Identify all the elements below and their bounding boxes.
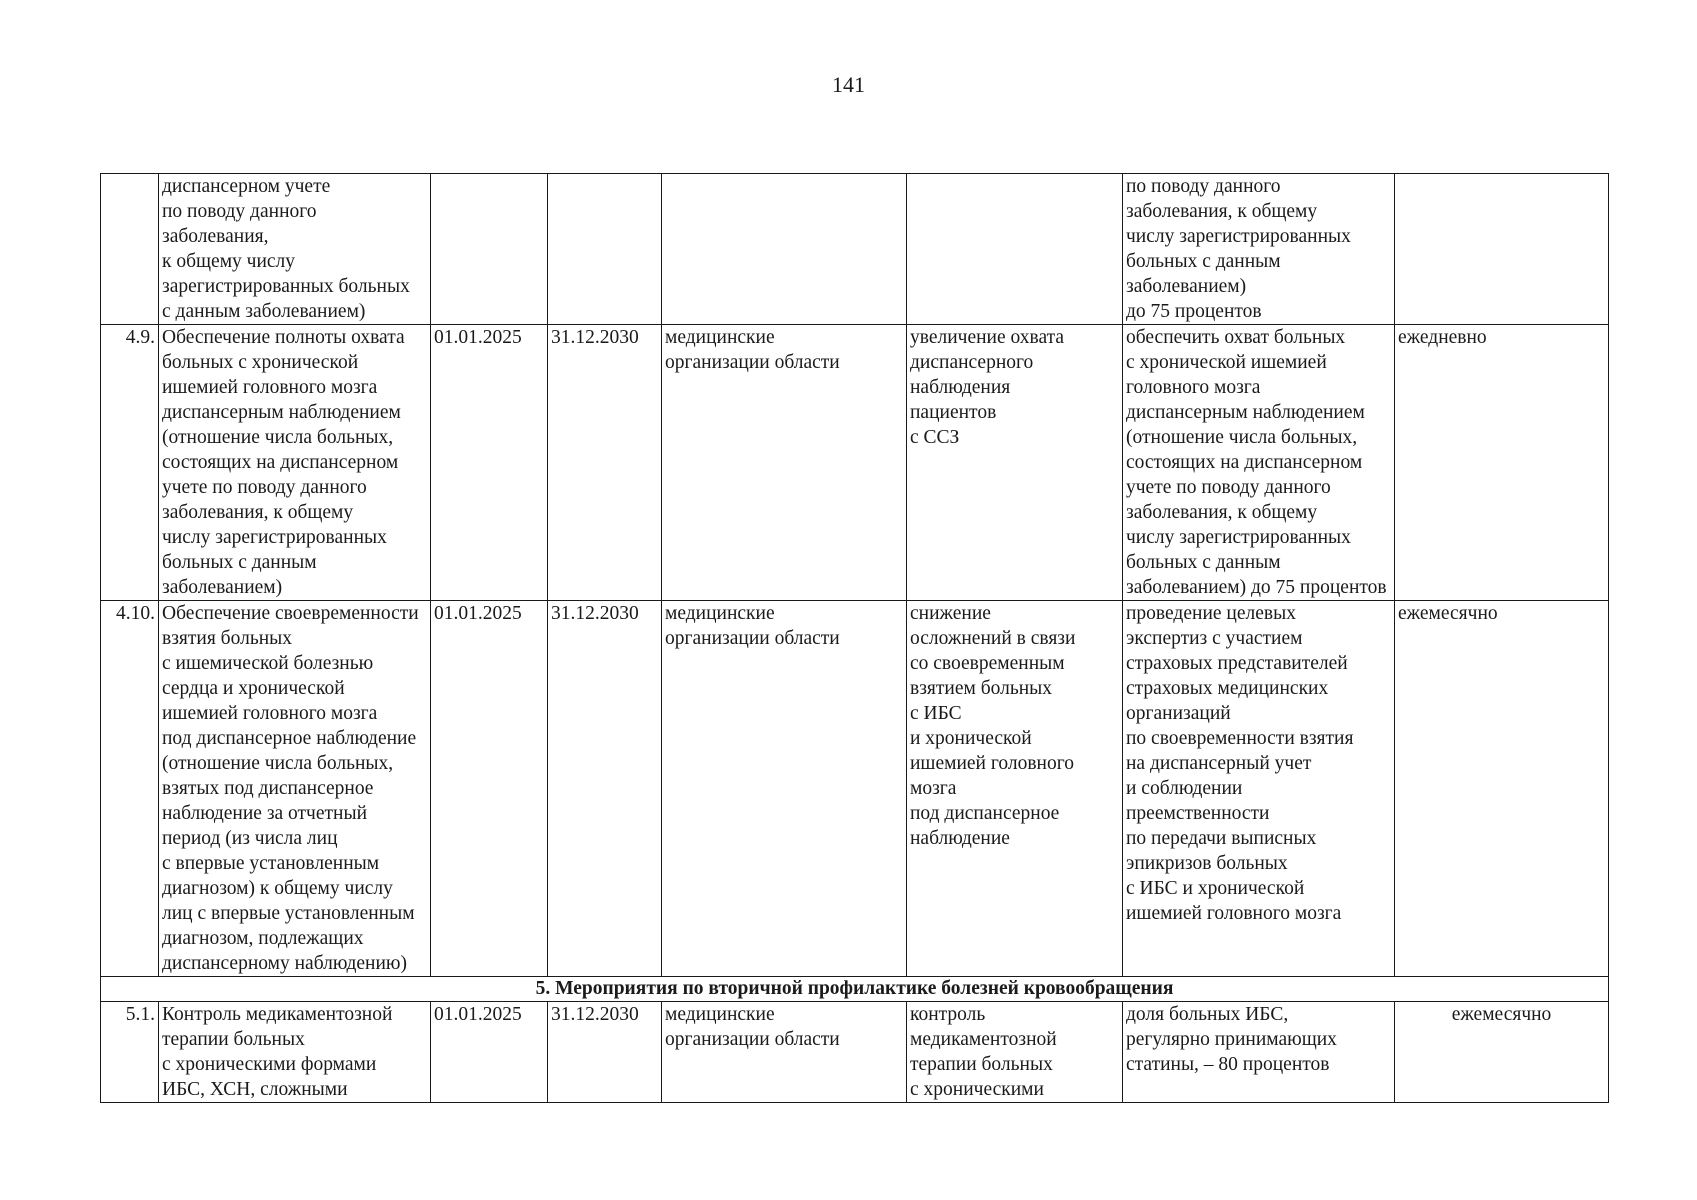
indicator-cell: по поводу данного заболевания, к общему числу зарегистрированных больных с данным заболеванием) до 75 процентов bbox=[1123, 174, 1395, 325]
row-number: 4.9. bbox=[101, 325, 159, 601]
frequency-cell: ежемесячно bbox=[1395, 1002, 1609, 1103]
executor-cell bbox=[662, 174, 907, 325]
start-date-cell bbox=[431, 174, 548, 325]
table-row bbox=[101, 174, 1609, 325]
table-row bbox=[101, 325, 1609, 601]
result-cell: контроль медикаментозной терапии больных с хроническими bbox=[907, 1002, 1123, 1103]
frequency-cell: ежедневно bbox=[1395, 325, 1609, 601]
start-date-cell: 01.01.2025 bbox=[431, 1002, 548, 1103]
end-date-cell: 31.12.2030 bbox=[548, 325, 662, 601]
frequency-cell: ежемесячно bbox=[1395, 601, 1609, 977]
measure-cell: Обеспечение своевременности взятия больных с ишемической болезнью сердца и хронической ишемией головного мозга под диспансерное наблюдение (отношение числа больных, взятых под диспансерное наблюдение за отчетный период (из числа лиц с впервые установленным диагнозом) к общему числу лиц с впервые установленным диагнозом, подлежащих диспансерному наблюдению) bbox=[159, 601, 431, 977]
indicator-cell: проведение целевых экспертиз с участием страховых представителей страховых медицинских организаций по своевременности взятия на диспансерный учет и соблюдении преемственности по передачи выписных эпикризов больных с ИБС и хронической ишемией головного мозга bbox=[1123, 601, 1395, 977]
end-date-cell bbox=[548, 174, 662, 325]
executor-cell: медицинские организации области bbox=[662, 601, 907, 977]
section-heading-row bbox=[101, 977, 1609, 1002]
result-cell: снижение осложнений в связи со своевременным взятием больных с ИБС и хронической ишемией головного мозга под диспансерное наблюдение bbox=[907, 601, 1123, 977]
start-date-cell: 01.01.2025 bbox=[431, 325, 548, 601]
table-row bbox=[101, 601, 1609, 977]
measure-cell: диспансерном учете по поводу данного заболевания, к общему числу зарегистрированных больных с данным заболеванием) bbox=[159, 174, 431, 325]
table-row bbox=[101, 1002, 1609, 1103]
result-cell: увеличение охвата диспансерного наблюдения пациентов с ССЗ bbox=[907, 325, 1123, 601]
result-cell bbox=[907, 174, 1123, 325]
page-number: 141 bbox=[832, 72, 865, 97]
measures-table bbox=[100, 173, 1609, 1103]
end-date-cell: 31.12.2030 bbox=[548, 601, 662, 977]
executor-cell: медицинские организации области bbox=[662, 325, 907, 601]
row-number: 5.1. bbox=[101, 1002, 159, 1103]
start-date-cell: 01.01.2025 bbox=[431, 601, 548, 977]
row-number: 4.10. bbox=[101, 601, 159, 977]
measure-cell: Контроль медикаментозной терапии больных с хроническими формами ИБС, ХСН, сложными bbox=[159, 1002, 431, 1103]
indicator-cell: обеспечить охват больных с хронической ишемией головного мозга диспансерным наблюдением (отношение числа больных, состоящих на диспансерном учете по поводу данного заболевания, к общему числу зарегистрированных больных с данным заболеванием) до 75 процентов bbox=[1123, 325, 1395, 601]
row-number bbox=[101, 174, 159, 325]
section-heading: 5. Мероприятия по вторичной профилактике болезней кровообращения bbox=[101, 977, 1609, 1002]
executor-cell: медицинские организации области bbox=[662, 1002, 907, 1103]
measure-cell: Обеспечение полноты охвата больных с хронической ишемией головного мозга диспансерным наблюдением (отношение числа больных, состоящих на диспансерном учете по поводу данного заболевания, к общему числу зарегистрированных больных с данным заболеванием) bbox=[159, 325, 431, 601]
frequency-cell bbox=[1395, 174, 1609, 325]
indicator-cell: доля больных ИБС, регулярно принимающих статины, – 80 процентов bbox=[1123, 1002, 1395, 1103]
end-date-cell: 31.12.2030 bbox=[548, 1002, 662, 1103]
